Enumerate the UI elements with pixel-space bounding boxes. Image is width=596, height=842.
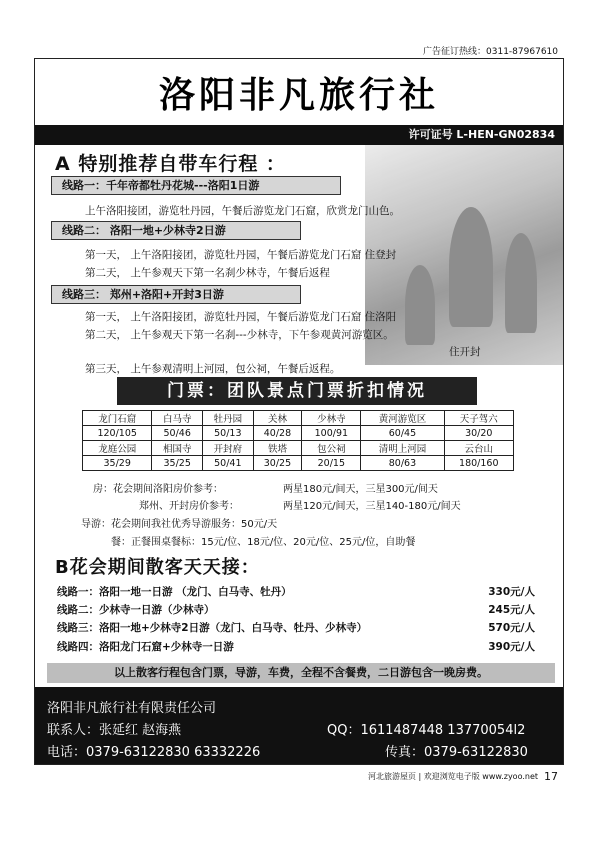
table-cell: 100/91 bbox=[302, 426, 361, 441]
room-price-zhengzhou-label: 郑州、开封房价参考： bbox=[139, 501, 239, 512]
ticket-table bbox=[82, 410, 514, 471]
table-cell: 少林寺 bbox=[302, 411, 361, 426]
table-cell: 40/28 bbox=[253, 426, 302, 441]
table-cell: 50/46 bbox=[152, 426, 203, 441]
agency-title: 洛阳非凡旅行社 bbox=[158, 73, 439, 116]
b-route-price: 245元/人 bbox=[488, 604, 535, 616]
table-cell: 关林 bbox=[253, 411, 302, 426]
table-cell: 清明上河园 bbox=[361, 441, 444, 456]
table-row bbox=[83, 411, 514, 426]
room-price-luoyang-label: 房：花会期间洛阳房价参考： bbox=[93, 484, 223, 495]
route-3-day1: 第一天， 上午洛阳接团，游览牡丹园，午餐后游览龙门石窟 住洛阳 bbox=[85, 311, 397, 323]
route-3-day2: 第二天， 上午参观天下第一名刹---少林寺，下午参观黄河游览区。 bbox=[85, 329, 394, 341]
table-cell: 35/25 bbox=[152, 456, 203, 471]
table-cell: 30/25 bbox=[253, 456, 302, 471]
table-cell: 开封府 bbox=[203, 441, 254, 456]
table-cell: 牡丹园 bbox=[203, 411, 254, 426]
table-cell: 相国寺 bbox=[152, 441, 203, 456]
ticket-banner: 门票：团队景点门票折扣情况 bbox=[117, 377, 477, 405]
page-frame bbox=[34, 58, 564, 765]
table-cell: 包公祠 bbox=[302, 441, 361, 456]
phone-numbers: 电话：0379-63122830 63332226 bbox=[47, 745, 261, 760]
table-cell: 龙门石窟 bbox=[83, 411, 152, 426]
table-cell: 白马寺 bbox=[152, 411, 203, 426]
contact-footer bbox=[35, 687, 563, 765]
table-cell: 80/63 bbox=[361, 456, 444, 471]
b-route-label: 线路四：洛阳龙门石窟+少林寺一日游 bbox=[57, 641, 234, 653]
route-1-label: 线路一：千年帝都牡丹花城---洛阳1日游 bbox=[51, 176, 341, 195]
b-route-4 bbox=[57, 639, 535, 654]
b-route-label: 线路二：少林寺一日游（少林寺） bbox=[57, 604, 215, 616]
b-route-label: 线路一：洛阳一地一日游 （龙门、白马寺、牡丹） bbox=[57, 586, 292, 598]
route-2-day1: 第一天， 上午洛阳接团，游览牡丹园，午餐后游览龙门石窟 住登封 bbox=[85, 249, 397, 261]
contact-persons: 联系人：张延红 赵海燕 bbox=[47, 723, 182, 738]
table-cell: 20/15 bbox=[302, 456, 361, 471]
route-3-label: 线路三： 郑州+洛阳+开封3日游 bbox=[51, 285, 301, 304]
table-row bbox=[83, 441, 514, 456]
bottom-strip bbox=[368, 770, 558, 783]
table-cell: 铁塔 bbox=[253, 441, 302, 456]
table-cell: 龙庭公园 bbox=[83, 441, 152, 456]
b-route-3 bbox=[57, 620, 535, 635]
b-route-1 bbox=[57, 584, 535, 599]
b-route-price: 330元/人 bbox=[488, 586, 535, 598]
room-price-luoyang-value: 两星180元/间天，三星300元/间天 bbox=[283, 484, 438, 495]
table-cell: 天子驾六 bbox=[444, 411, 513, 426]
fax-number: 传真：0379-63122830 bbox=[385, 745, 528, 760]
qq-mobile: QQ：1611487448 13770054l2 bbox=[327, 723, 526, 738]
table-cell: 60/45 bbox=[361, 426, 444, 441]
table-row bbox=[83, 426, 514, 441]
route-3-day3: 第三天， 上午参观清明上河园，包公祠，午餐后返程。 bbox=[85, 363, 341, 375]
b-route-label: 线路三：洛阳一地+少林寺2日游（龙门、白马寺、牡丹、少林寺） bbox=[57, 622, 368, 634]
section-a-title: A 特别推荐自带车行程 ： bbox=[55, 153, 286, 175]
table-cell: 120/105 bbox=[83, 426, 152, 441]
route-2-day2: 第二天， 上午参观天下第一名刹少林寺，午餐后返程 bbox=[85, 267, 330, 279]
table-cell: 50/13 bbox=[203, 426, 254, 441]
table-cell: 50/41 bbox=[203, 456, 254, 471]
route-3-stay: 住开封 bbox=[449, 346, 481, 358]
table-cell: 30/20 bbox=[444, 426, 513, 441]
meal-standard: 餐：正餐围桌餐标：15元/位、18元/位、20元/位、25元/位，自助餐 bbox=[111, 537, 416, 548]
route-2-label: 线路二： 洛阳一地+少林寺2日游 bbox=[51, 221, 301, 240]
table-cell: 黄河游览区 bbox=[361, 411, 444, 426]
b-route-price: 390元/人 bbox=[488, 641, 535, 653]
publication-info: 河北旅游屋页 | 欢迎浏览电子版 www.zyoo.net bbox=[367, 772, 538, 781]
route-1-desc: 上午洛阳接团，游览牡丹园，午餐后游览龙门石窟，欣赏龙门山色。 bbox=[85, 205, 400, 217]
guide-service: 导游：花会期间我社优秀导游服务：50元/天 bbox=[81, 519, 278, 530]
ad-hotline: 广告征订热线：0311-87967610 bbox=[423, 47, 558, 57]
room-price-zhengzhou-value: 两星120元/间天，三星140-180元/间天 bbox=[283, 501, 461, 512]
table-cell: 35/29 bbox=[83, 456, 152, 471]
b-route-2 bbox=[57, 602, 535, 617]
page-number: 17 bbox=[544, 770, 558, 783]
section-b-title: B花会期间散客天天接： bbox=[55, 557, 260, 578]
license-bar: 许可证号 L-HEN-GN02834 bbox=[35, 125, 563, 145]
table-row bbox=[83, 456, 514, 471]
title-banner bbox=[35, 59, 563, 125]
table-cell: 180/160 bbox=[444, 456, 513, 471]
table-cell: 云台山 bbox=[444, 441, 513, 456]
b-route-price: 570元/人 bbox=[488, 622, 535, 634]
company-name: 洛阳非凡旅行社有限责任公司 bbox=[47, 701, 217, 716]
notice-bar: 以上散客行程包含门票，导游，车费，全程不含餐费，二日游包含一晚房费。 bbox=[47, 663, 555, 683]
